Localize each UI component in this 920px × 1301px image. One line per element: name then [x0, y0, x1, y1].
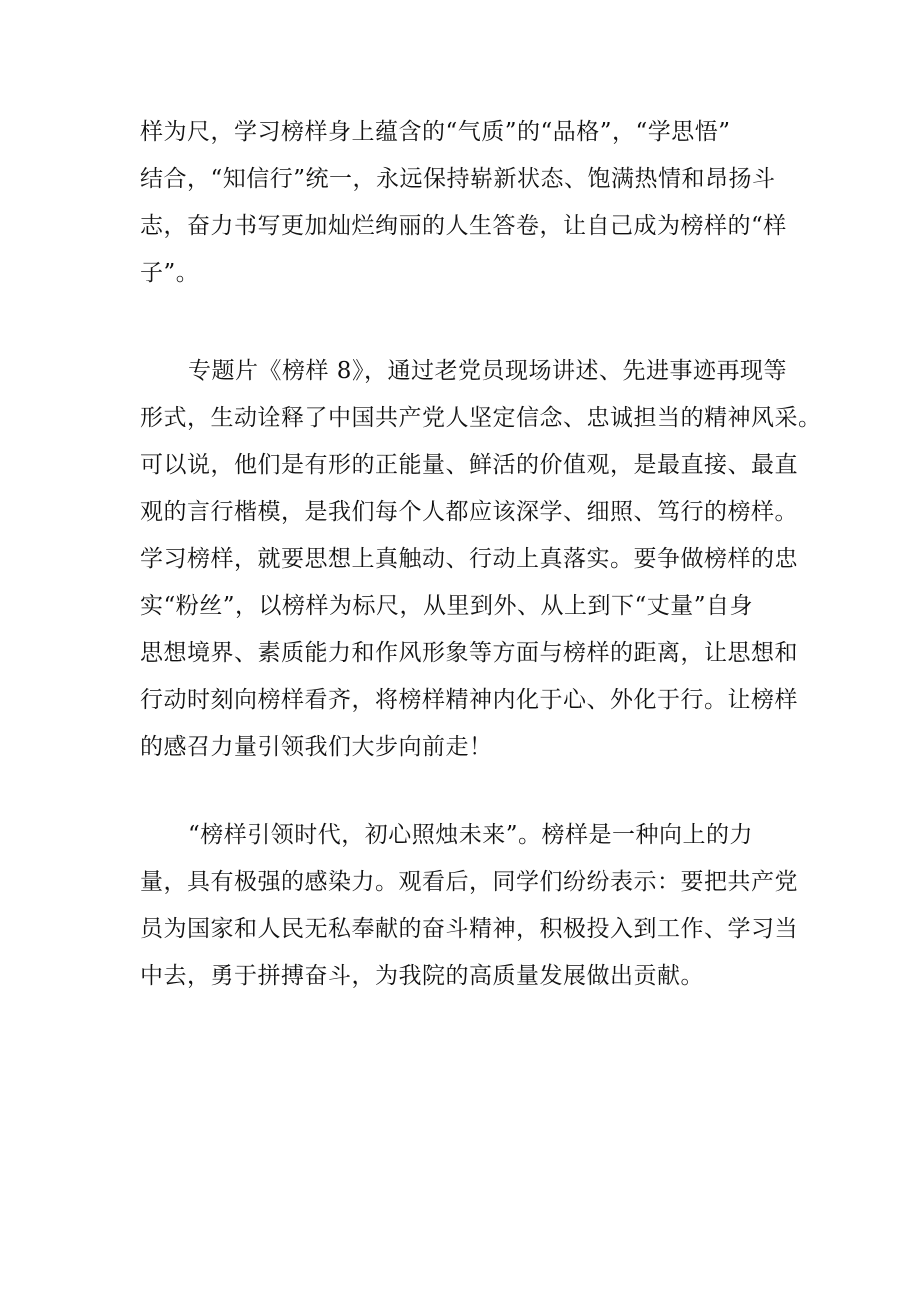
paragraph-2-line-1: 专题片《榜样 8》，通过老党员现场讲述、先进事迹再现等 [188, 358, 787, 384]
paragraph-3-line-3: 员为国家和人民无私奉献的奋斗精神，积极投入到工作、学习当 [140, 916, 798, 942]
paragraph-2-line-3: 可以说，他们是有形的正能量、鲜活的价值观，是最直接、最直 [140, 452, 798, 478]
paragraph-3-line-4: 中去，勇于拼搏奋斗，为我院的高质量发展做出贡献。 [140, 963, 704, 989]
paragraph-2-line-7: 思想境界、素质能力和作风形象等方面与榜样的距离，让思想和 [140, 640, 798, 666]
paragraph-2-line-2: 形式，生动诠释了中国共产党人坚定信念、忠诚担当的精神风采。 [140, 405, 822, 431]
paragraph-2-line-9: 的感召力量引领我们大步向前走！ [140, 734, 493, 760]
paragraph-3 [140, 812, 798, 1000]
paragraph-1-line-4: 子”。 [140, 260, 200, 286]
paragraph-2 [140, 348, 822, 771]
paragraph-3-line-1: “榜样引领时代，初心照烛未来”。榜样是一种向上的力 [188, 822, 754, 848]
paragraph-2-line-5: 学习榜样，就要思想上真触动、行动上真落实。要争做榜样的忠 [140, 546, 798, 572]
paragraph-1-line-2: 结合，“知信行”统一，永远保持崭新状态、饱满热情和昂扬斗 [140, 166, 776, 192]
paragraph-2-line-8: 行动时刻向榜样看齐，将榜样精神内化于心、外化于行。让榜样 [140, 687, 798, 713]
paragraph-1-line-1: 样为尺，学习榜样身上蕴含的“气质”的“品格”，“学思悟” [140, 119, 731, 145]
paragraph-1 [140, 109, 787, 297]
paragraph-2-line-6: 实“粉丝”，以榜样为标尺，从里到外、从上到下“丈量”自身 [140, 593, 754, 619]
paragraph-2-line-4: 观的言行楷模，是我们每个人都应该深学、细照、笃行的榜样。 [140, 499, 798, 525]
paragraph-1-line-3: 志，奋力书写更加灿烂绚丽的人生答卷，让自己成为榜样的“样 [140, 213, 787, 239]
paragraph-3-line-2: 量，具有极强的感染力。观看后，同学们纷纷表示：要把共产党 [140, 869, 798, 895]
